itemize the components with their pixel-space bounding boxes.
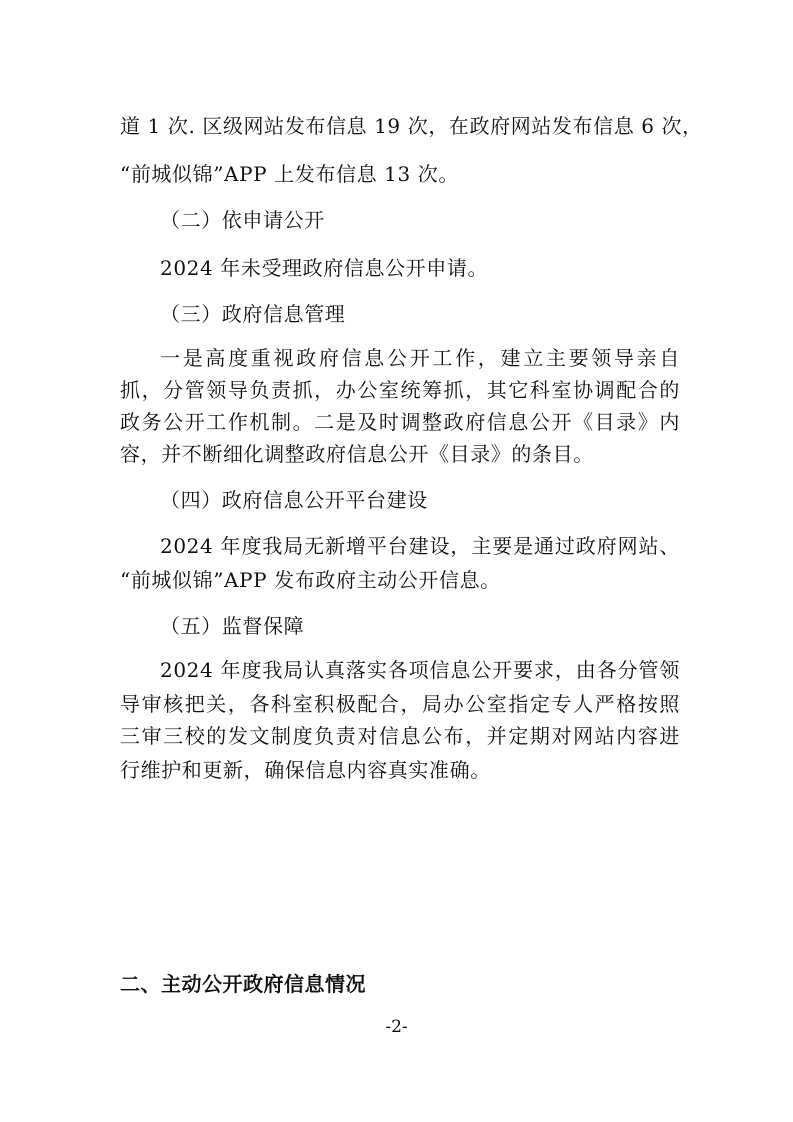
paragraph-line: 导审核把关，各科室积极配合，局办公室指定专人严格按照	[120, 692, 680, 716]
paragraph-line: 抓，分管领导负责抓，办公室统筹抓，其它科室协调配合的	[120, 378, 680, 402]
subsection-heading-supervision: （五）监督保障	[160, 614, 305, 638]
paragraph-line: 2024 年度我局无新增平台建设，主要是通过政府网站、	[160, 534, 680, 558]
subsection-heading-info-management: （三）政府信息管理	[160, 302, 346, 326]
paragraph-line: 行维护和更新，确保信息内容真实准确。	[120, 758, 491, 782]
paragraph-line: 道 1 次. 区级网站发布信息 19 次，在政府网站发布信息 6 次，	[120, 114, 703, 138]
paragraph-line: 政务公开工作机制。二是及时调整政府信息公开《目录》内	[120, 410, 680, 434]
subsection-heading-application-disclosure: （二）依申请公开	[160, 208, 325, 232]
paragraph-line: “前城似锦”APP 发布政府主动公开信息。	[120, 568, 501, 592]
subsection-heading-platform-construction: （四）政府信息公开平台建设	[160, 488, 428, 512]
paragraph-line: “前城似锦”APP 上发布信息 13 次。	[120, 162, 459, 186]
paragraph-line: 容，并不断细化调整政府信息公开《目录》的条目。	[120, 442, 594, 466]
section-heading: 二、主动公开政府信息情况	[120, 972, 366, 996]
paragraph-line: 三审三校的发文制度负责对信息公布，并定期对网站内容进	[120, 724, 680, 748]
paragraph-line: 2024 年未受理政府信息公开申请。	[160, 256, 489, 280]
page-number: -2-	[385, 1017, 408, 1037]
paragraph-line: 一是高度重视政府信息公开工作，建立主要领导亲自	[160, 346, 680, 370]
paragraph-line: 2024 年度我局认真落实各项信息公开要求，由各分管领	[160, 658, 680, 682]
